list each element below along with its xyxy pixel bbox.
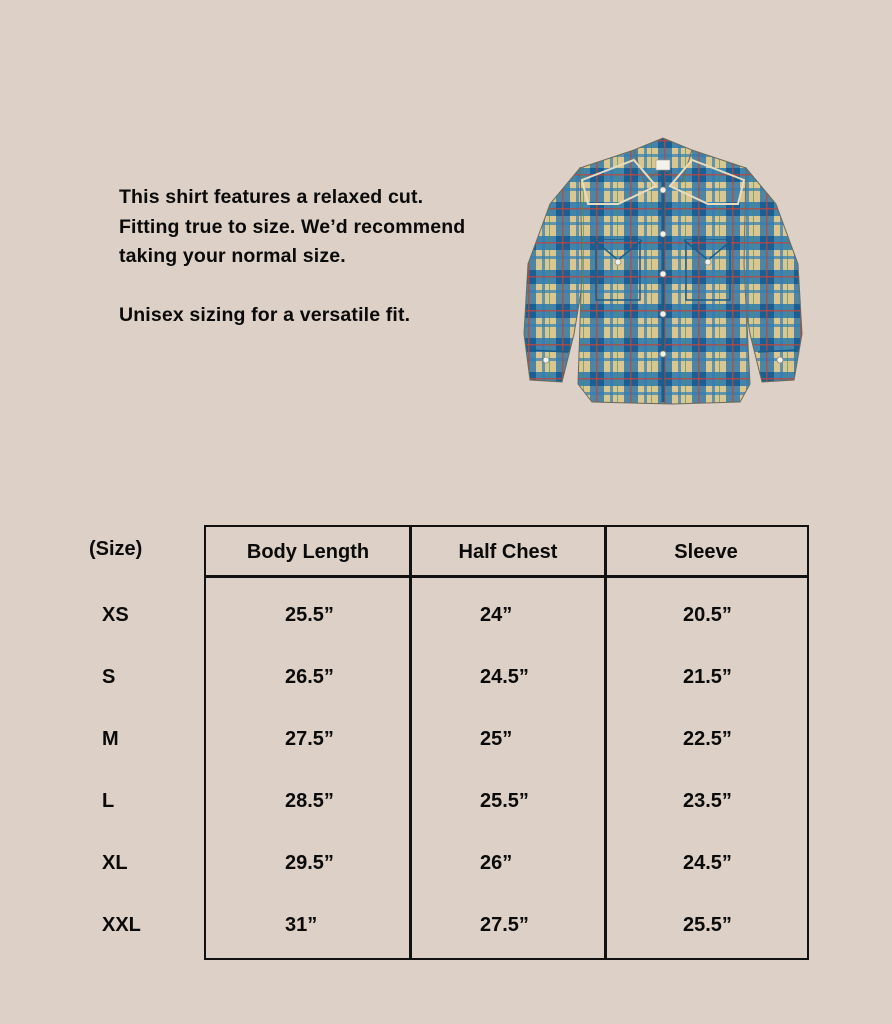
- table-cell: 24.5”: [480, 666, 529, 688]
- column-header-body-length: Body Length: [246, 541, 370, 563]
- table-cell: 20.5”: [683, 604, 732, 626]
- table-cell: 28.5”: [285, 790, 334, 812]
- table-cell: 21.5”: [683, 666, 732, 688]
- column-header-half-chest: Half Chest: [458, 541, 558, 563]
- size-label: M: [102, 728, 119, 750]
- table-cell: 26.5”: [285, 666, 334, 688]
- table-cell: 24.5”: [683, 852, 732, 874]
- table-cell: 24”: [480, 604, 513, 626]
- table-cell: 27.5”: [285, 728, 334, 750]
- column-header-sleeve: Sleeve: [674, 541, 738, 563]
- table-cell: 25.5”: [285, 604, 334, 626]
- table-cell: 27.5”: [480, 914, 529, 936]
- description-line: taking your normal size.: [119, 245, 346, 267]
- description-line: This shirt features a relaxed cut.: [119, 186, 424, 208]
- table-cell: 25.5”: [683, 914, 732, 936]
- size-label: S: [102, 666, 116, 688]
- table-cell: 23.5”: [683, 790, 732, 812]
- column-divider: [409, 527, 412, 958]
- size-column-header: (Size): [89, 538, 143, 560]
- size-table: [204, 525, 809, 960]
- table-cell: 25.5”: [480, 790, 529, 812]
- size-label: XL: [102, 852, 128, 874]
- header-divider: [206, 575, 807, 578]
- size-label: XXL: [102, 914, 141, 936]
- table-cell: 31”: [285, 914, 318, 936]
- description-line: Fitting true to size. We’d recommend: [119, 215, 466, 238]
- column-divider: [604, 527, 607, 958]
- table-cell: 22.5”: [683, 728, 732, 750]
- shirt-image: [522, 134, 804, 410]
- table-cell: 29.5”: [285, 852, 334, 874]
- size-label: L: [102, 790, 115, 812]
- fit-description: [119, 183, 465, 330]
- size-label: XS: [102, 604, 129, 626]
- table-cell: 26”: [480, 852, 513, 874]
- table-cell: 25”: [480, 728, 513, 750]
- unisex-note: Unisex sizing for a versatile fit.: [119, 303, 411, 326]
